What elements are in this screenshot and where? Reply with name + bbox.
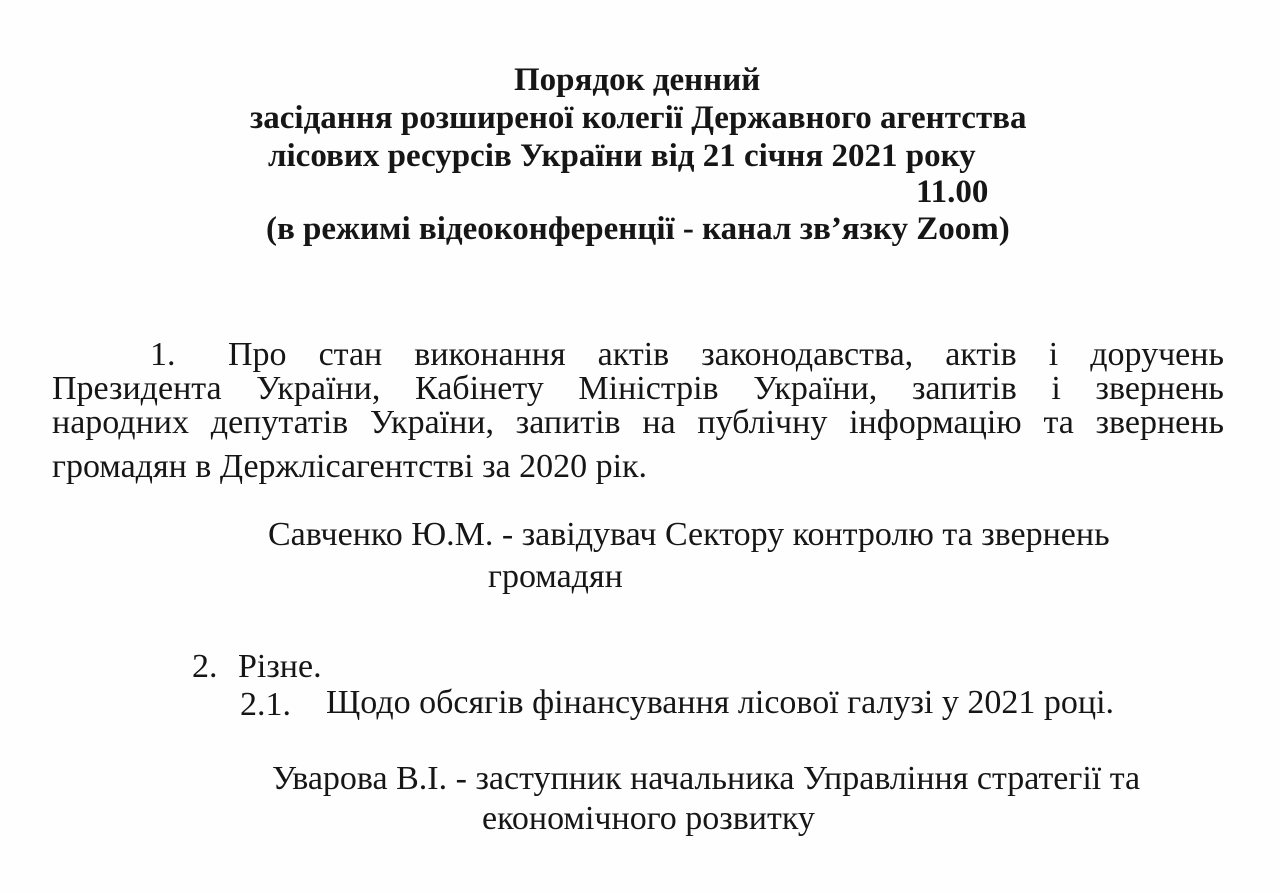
agenda-item-2-1-text: Щодо обсягів фінансування лісової галузі у 2021 році. — [326, 684, 1115, 721]
agenda-item-1-line-3: народних депутатів України, запитів на публічну інформацію та звернень — [52, 404, 1224, 441]
agenda-item-1-text-1: Про стан виконання актів законодавства, актів і доручень — [228, 336, 1224, 373]
agenda-item-1-line-2: Президента України, Кабінету Міністрів України, запитів і звернень — [52, 370, 1224, 407]
agenda-item-2-1-number: 2.1. — [240, 686, 291, 723]
agenda-item-2-title: Різне. — [238, 648, 322, 685]
agenda-item-1-line-4: громадян в Держлісагентстві за 2020 рік. — [52, 448, 648, 485]
agenda-item-1-number: 1. — [150, 336, 176, 373]
title-line-3: лісових ресурсів України від 21 січня 2021 року — [268, 138, 976, 174]
title-line-1: Порядок денний — [514, 62, 761, 98]
agenda-item-2-speaker-position: економічного розвитку — [482, 800, 815, 837]
meeting-mode: (в режимі відеоконференції - канал зв’язку Zoom) — [266, 211, 1010, 247]
agenda-item-1-speaker-position: громадян — [488, 558, 623, 595]
agenda-item-1-line-1 — [150, 338, 1224, 372]
agenda-item-1-speaker: Савченко Ю.М. - завідувач Сектору контролю та звернень — [268, 516, 1110, 553]
title-line-2: засідання розширеної колегії Державного агентства — [250, 100, 1027, 136]
agenda-item-2-number: 2. — [192, 648, 218, 685]
agenda-item-2-speaker: Уварова В.І. - заступник начальника Управління стратегії та — [272, 760, 1141, 797]
meeting-time: 11.00 — [916, 174, 989, 210]
